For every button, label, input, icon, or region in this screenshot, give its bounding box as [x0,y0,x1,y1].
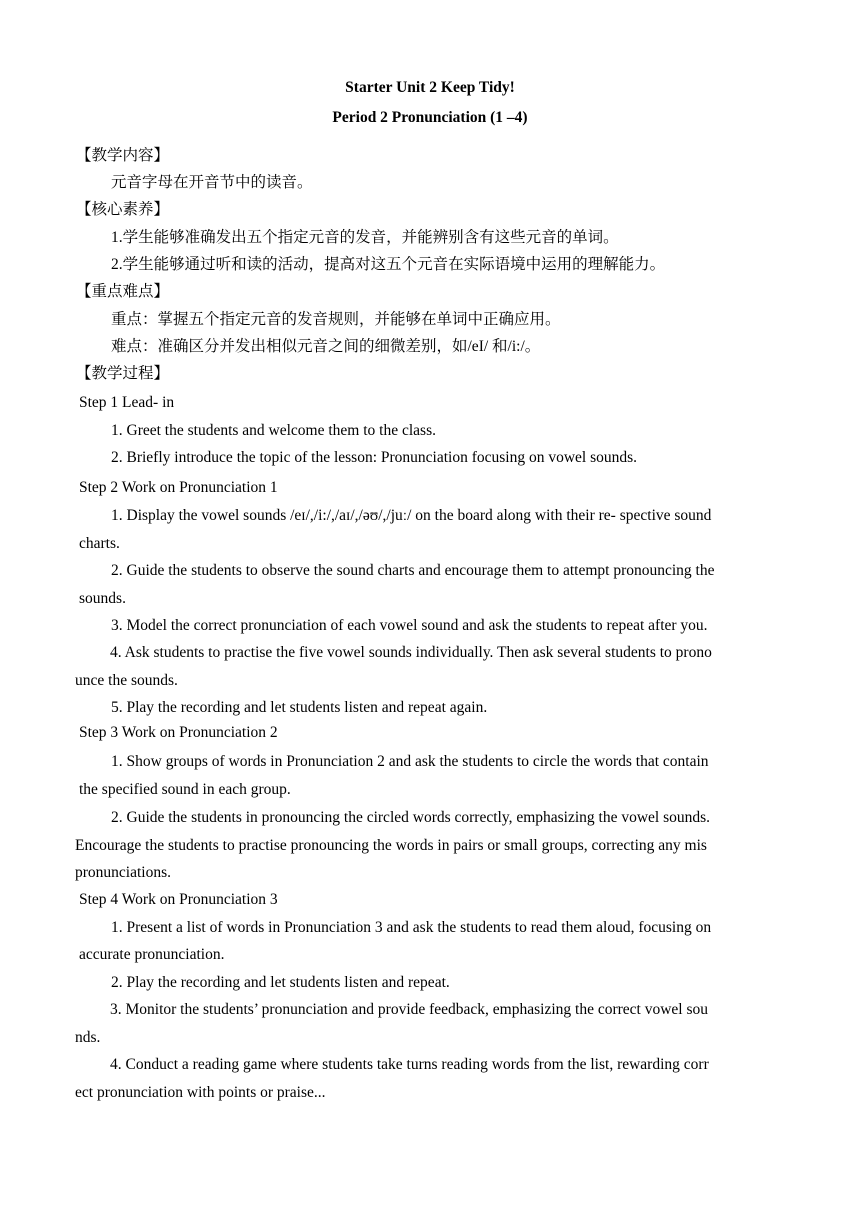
section-heading-focus: 【重点难点】 [76,283,170,300]
step-1-title: Step 1 Lead- in [79,394,175,411]
section-heading-process: 【教学过程】 [76,365,170,382]
document-title: Starter Unit 2 Keep Tidy! [345,79,515,96]
step-4-item-2: 2. Play the recording and let students listen and repeat. [111,974,450,991]
step-2-item-2: 2. Guide the students to observe the sound charts and encourage them to attempt pronouncing the [111,562,715,579]
step-4-item-3-cont: nds. [75,1029,101,1046]
step-2-item-5: 5. Play the recording and let students listen and repeat again. [111,699,488,716]
step-3-title: Step 3 Work on Pronunciation 2 [79,724,278,741]
step-2-item-2-cont: sounds. [79,590,126,607]
step-4-item-3: 3. Monitor the students’ pronunciation and provide feedback, emphasizing the correct vowel sou [110,1001,709,1018]
step-3-item-2-cont: Encourage the students to practise pronouncing the words in pairs or small groups, correcting any mis [75,837,707,854]
step-3-item-1-cont: the specified sound in each group. [79,781,291,798]
step-2-item-3: 3. Model the correct pronunciation of each vowel sound and ask the students to repeat after you. [111,617,708,634]
section-heading-content: 【教学内容】 [76,147,170,164]
step-4-item-4: 4. Conduct a reading game where students take turns reading words from the list, rewarding corr [110,1056,709,1073]
step-2-item-4: 4. Ask students to practise the five vowel sounds individually. Then ask several students to prono [110,644,712,661]
literacy-item-1: 1.学生能够准确发出五个指定元音的发音，并能辨别含有这些元音的单词。 [111,229,619,246]
step-3-item-1: 1. Show groups of words in Pronunciation 2 and ask the students to circle the words that contain [111,753,709,770]
literacy-item-2: 2.学生能够通过听和读的活动，提高对这五个元音在实际语境中运用的理解能力。 [111,256,666,273]
focus-key-point: 重点：掌握五个指定元音的发音规则，并能够在单词中正确应用。 [111,311,561,328]
step-4-title: Step 4 Work on Pronunciation 3 [79,891,278,908]
step-4-item-1-cont: accurate pronunciation. [79,946,225,963]
step-4-item-4-cont: ect pronunciation with points or praise... [75,1084,326,1101]
section-heading-literacy: 【核心素养】 [76,201,170,218]
step-2-title: Step 2 Work on Pronunciation 1 [79,479,278,496]
step-3-item-2: 2. Guide the students in pronouncing the circled words correctly, emphasizing the vowel sounds. [111,809,711,826]
content-text: 元音字母在开音节中的读音。 [111,174,313,191]
step-1-item-2: 2. Briefly introduce the topic of the lesson: Pronunciation focusing on vowel sounds. [111,449,638,466]
focus-difficult-point: 难点：准确区分并发出相似元音之间的细微差别，如/eI/ 和/i:/。 [111,338,541,355]
step-4-item-1: 1. Present a list of words in Pronunciation 3 and ask the students to read them aloud, focusing on [111,919,712,936]
step-1-item-1: 1. Greet the students and welcome them to the class. [111,422,436,439]
step-2-item-4-cont: unce the sounds. [75,672,178,689]
document-subtitle: Period 2 Pronunciation (1 –4) [332,109,528,126]
step-2-item-1: 1. Display the vowel sounds /eɪ/,/i:/,/aɪ/,/əʊ/,/juː/ on the board along with their re- spective sound [111,507,712,524]
step-2-item-1-cont: charts. [79,535,120,552]
step-3-item-2-cont-2: pronunciations. [75,864,171,881]
